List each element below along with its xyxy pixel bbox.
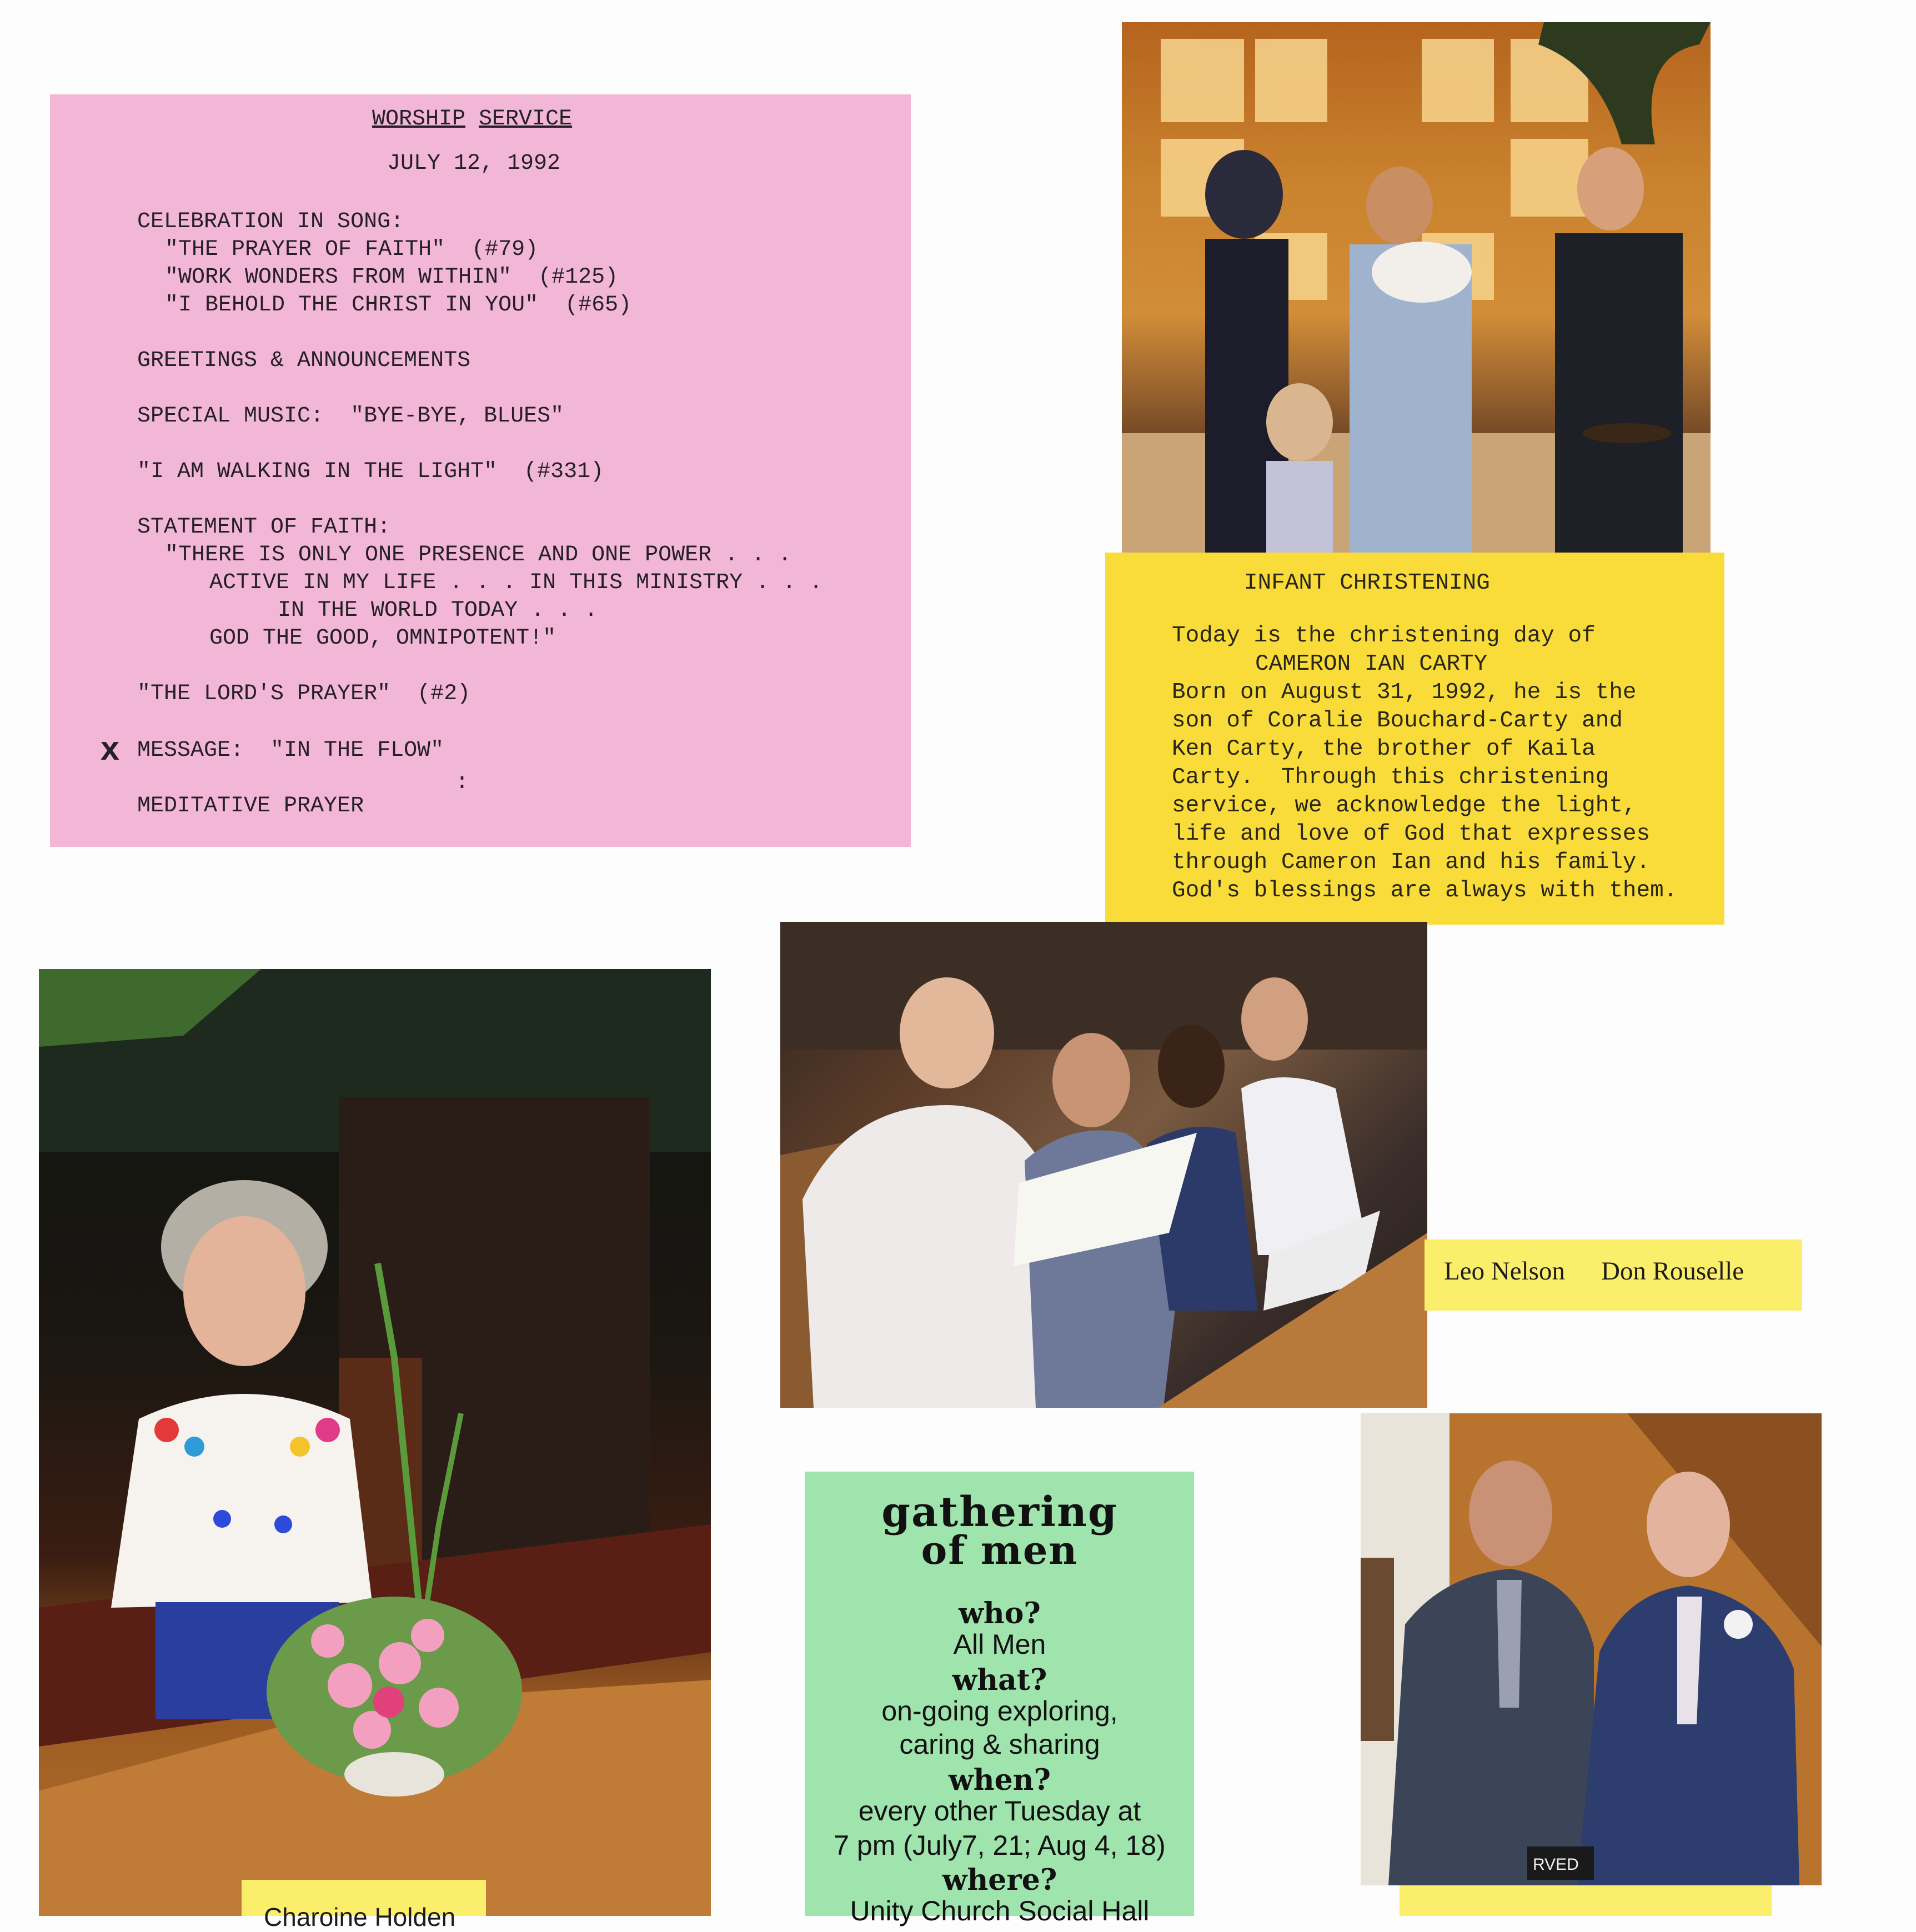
meditative-prayer-item: MEDITATIVE PRAYER <box>137 794 364 819</box>
statement-line-3: IN THE WORLD TODAY . . . <box>278 598 598 623</box>
gathering-of-men-flyer <box>805 1472 1194 1926</box>
song-1: "THE PRAYER OF FAITH" (#79) <box>165 237 539 262</box>
who-answer: All Men <box>953 1629 1046 1660</box>
when-answer-line-2: 7 pm (July7, 21; Aug 4, 18) <box>834 1830 1166 1861</box>
christening-line-3: Born on August 31, 1992, he is the <box>1172 680 1637 705</box>
christening-line-6: Carty. Through this christening <box>1172 765 1609 790</box>
singers-name-label <box>1425 1240 1802 1311</box>
christening-note <box>1105 553 1724 925</box>
handwritten-mark: x <box>100 732 121 770</box>
where-question: where? <box>942 1863 1057 1897</box>
lords-prayer-item: "THE LORD'S PRAYER" (#2) <box>137 681 471 706</box>
special-music-item: SPECIAL MUSIC: "BYE-BYE, BLUES" <box>137 404 564 429</box>
christening-photo-scene <box>1122 22 1711 553</box>
christening-line-9: through Cameron Ian and his family. <box>1172 850 1651 875</box>
walking-item: "I AM WALKING IN THE LIGHT" (#331) <box>137 459 604 484</box>
name-don-rouselle: Don Rouselle <box>1601 1257 1744 1286</box>
message-item: MESSAGE: "IN THE FLOW" <box>137 738 444 763</box>
statement-heading: STATEMENT OF FAITH: <box>137 515 391 540</box>
program-date: JULY 12, 1992 <box>387 151 561 176</box>
program-title-word1: WORSHIP <box>372 107 466 132</box>
men-singing-photo <box>780 922 1427 1408</box>
christening-line-1: Today is the christening day of <box>1172 623 1596 649</box>
what-answer-line-2: caring & sharing <box>899 1729 1100 1760</box>
where-answer: Unity Church Social Hall <box>850 1895 1150 1926</box>
christening-title: INFANT CHRISTENING <box>1244 570 1490 596</box>
two-men-photo <box>1361 1413 1822 1885</box>
what-answer-line-1: on-going exploring, <box>881 1695 1118 1727</box>
christening-line-5: Ken Carty, the brother of Kaila <box>1172 736 1596 762</box>
gathering-title: gathering <box>881 1488 1118 1536</box>
program-title-word2: SERVICE <box>479 107 573 132</box>
christening-line-8: life and love of God that expresses <box>1172 821 1651 847</box>
statement-line-2: ACTIVE IN MY LIFE . . . IN THIS MINISTRY . . . <box>209 570 823 595</box>
woman-with-flowers-photo <box>39 969 711 1916</box>
when-answer-line-1: every other Tuesday at <box>858 1795 1141 1826</box>
christening-line-10: God's blessings are always with them. <box>1172 878 1678 904</box>
statement-line-4: GOD THE GOOD, OMNIPOTENT!" <box>209 626 556 651</box>
worship-program <box>50 94 911 847</box>
stray-colon: : <box>455 770 469 795</box>
program-title <box>372 106 572 133</box>
two-men-photo-scene <box>1361 1413 1822 1885</box>
song-3: "I BEHOLD THE CHRIST IN YOU" (#65) <box>165 293 632 318</box>
christening-child-name: CAMERON IAN CARTY <box>1255 651 1488 677</box>
christening-line-7: service, we acknowledge the light, <box>1172 793 1637 819</box>
what-question: what? <box>952 1663 1047 1697</box>
christening-photo <box>1122 22 1711 553</box>
greetings-item: GREETINGS & ANNOUNCEMENTS <box>137 348 471 373</box>
gathering-title-2: of men <box>921 1527 1079 1573</box>
celebration-heading: CELEBRATION IN SONG: <box>137 209 404 234</box>
who-question: who? <box>959 1597 1041 1630</box>
men-singing-photo-scene <box>780 922 1427 1408</box>
name-leo-nelson: Leo Nelson <box>1444 1257 1565 1286</box>
woman-photo-caption <box>242 1880 486 1931</box>
woman-with-flowers-photo-scene <box>39 969 711 1916</box>
statement-line-1: "THERE IS ONLY ONE PRESENCE AND ONE POWER . . . <box>165 543 792 568</box>
two-men-photo-caption <box>1400 1885 1772 1916</box>
when-question: when? <box>949 1763 1051 1797</box>
song-2: "WORK WONDERS FROM WITHIN" (#125) <box>165 265 619 290</box>
christening-line-4: son of Coralie Bouchard-Carty and <box>1172 708 1623 734</box>
woman-photo-caption-text: Charoine Holden <box>264 1903 456 1931</box>
photo-sign-text: RVED <box>1533 1855 1579 1874</box>
